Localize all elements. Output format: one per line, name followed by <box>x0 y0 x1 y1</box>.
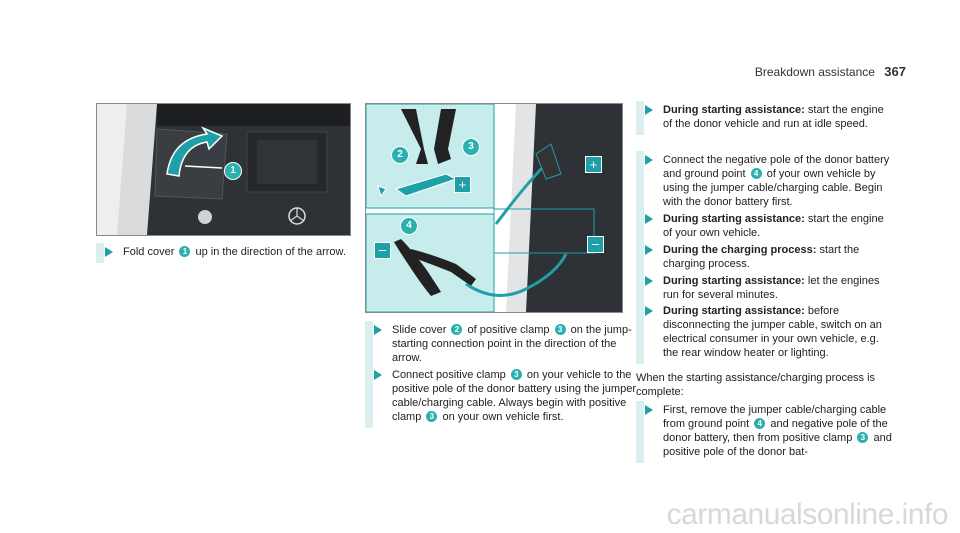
step-text: Connect the negative pole of the donor battery and ground point <box>663 154 890 180</box>
bullet-arrow-icon <box>645 245 653 255</box>
step-bar <box>636 101 644 135</box>
page-header <box>755 64 906 79</box>
step-bar <box>636 272 644 306</box>
step-text: and positive pole of the donor bat- <box>663 432 892 458</box>
step-text: of positive clamp <box>467 324 550 336</box>
watermark: carmanualsonline.info <box>666 498 948 531</box>
callout-ref: 3 <box>857 432 868 443</box>
callout-ref: 4 <box>754 418 765 429</box>
step-bar <box>365 366 373 428</box>
step-text: Connect positive clamp <box>392 369 506 381</box>
callout-ref: 3 <box>555 324 566 335</box>
step-bar <box>365 321 373 369</box>
jump-start-figure <box>365 103 623 313</box>
callout-1: 1 <box>224 162 242 180</box>
step-text: up in the direction of the arrow. <box>195 246 346 258</box>
bullet-arrow-icon <box>645 105 653 115</box>
callout-ref: 1 <box>179 246 190 257</box>
step-start-own <box>636 212 893 240</box>
step-text: before disconnecting the jumper cable, switch on an electrical consumer in your own vehicle, e.g. the rear window heater or lighting. <box>663 305 882 359</box>
step-text: Fold cover <box>123 246 175 258</box>
step-text: Slide cover <box>392 324 447 336</box>
step-condition: During starting assistance: <box>663 213 805 225</box>
step-text: on your own vehicle first. <box>442 411 564 423</box>
step-remove-cable <box>636 403 893 459</box>
step-bar <box>636 241 644 275</box>
page-number: 367 <box>884 64 906 79</box>
step-bar <box>636 210 644 244</box>
callout-4: 4 <box>400 217 418 235</box>
step-text: start the engine of the donor vehicle and run at idle speed. <box>663 104 884 130</box>
step-bar <box>636 151 644 213</box>
bullet-arrow-icon <box>645 405 653 415</box>
bullet-arrow-icon <box>645 155 653 165</box>
step-text: let the engines run for several minutes. <box>663 275 880 301</box>
section-title: Breakdown assistance <box>754 65 875 79</box>
callout-2: 2 <box>391 146 409 164</box>
step-condition: During starting assistance: <box>663 275 805 287</box>
step-text: start the engine of your own vehicle. <box>663 213 884 239</box>
plus-sign-icon: + <box>585 156 602 173</box>
bullet-arrow-icon <box>374 370 382 380</box>
step-bar <box>636 401 644 463</box>
step-connect-negative <box>636 153 893 209</box>
bullet-arrow-icon <box>105 247 113 257</box>
step-start-donor <box>636 103 893 131</box>
callout-3: 3 <box>462 138 480 156</box>
callout-ref: 2 <box>451 324 462 335</box>
step-run-engines <box>636 274 893 302</box>
step-bar <box>636 302 644 364</box>
step-text: on the jump-starting connection point in the direction of the arrow. <box>392 324 632 364</box>
step-text: and negative pole of the donor battery, then from positive clamp <box>663 418 888 444</box>
callout-ref: 3 <box>426 411 437 422</box>
step-electrical-consumer <box>636 304 893 360</box>
step-text: of your own vehicle by using the jumper cable/charging cable. Begin with the donor battery first. <box>663 168 883 208</box>
completion-note: When the starting assistance/charging process is complete: <box>636 372 876 398</box>
callout-ref: 4 <box>751 168 762 179</box>
plus-sign-icon: + <box>454 176 471 193</box>
bullet-arrow-icon <box>374 325 382 335</box>
step-fold-cover <box>96 245 348 259</box>
step-condition: During starting assistance: <box>663 104 805 116</box>
step-charging <box>636 243 893 271</box>
engine-cover-figure <box>96 103 351 236</box>
step-text: on your vehicle to the positive pole of the donor battery using the jumper cable/charging cable. Always begin with positive clamp <box>392 369 636 423</box>
step-text: start the charging process. <box>663 244 860 270</box>
bullet-arrow-icon <box>645 306 653 316</box>
jump-start-illustration <box>366 104 622 312</box>
minus-sign-icon: – <box>587 236 604 253</box>
step-text: First, remove the jumper cable/charging cable from ground point <box>663 404 887 430</box>
step-condition: During starting assistance: <box>663 305 805 317</box>
bullet-arrow-icon <box>645 214 653 224</box>
step-slide-cover <box>365 323 648 365</box>
bullet-arrow-icon <box>645 276 653 286</box>
callout-ref: 3 <box>511 369 522 380</box>
step-connect-positive <box>365 368 648 424</box>
minus-sign-icon: – <box>374 242 391 259</box>
step-condition: During the charging process: <box>663 244 817 256</box>
step-bar <box>96 243 104 263</box>
